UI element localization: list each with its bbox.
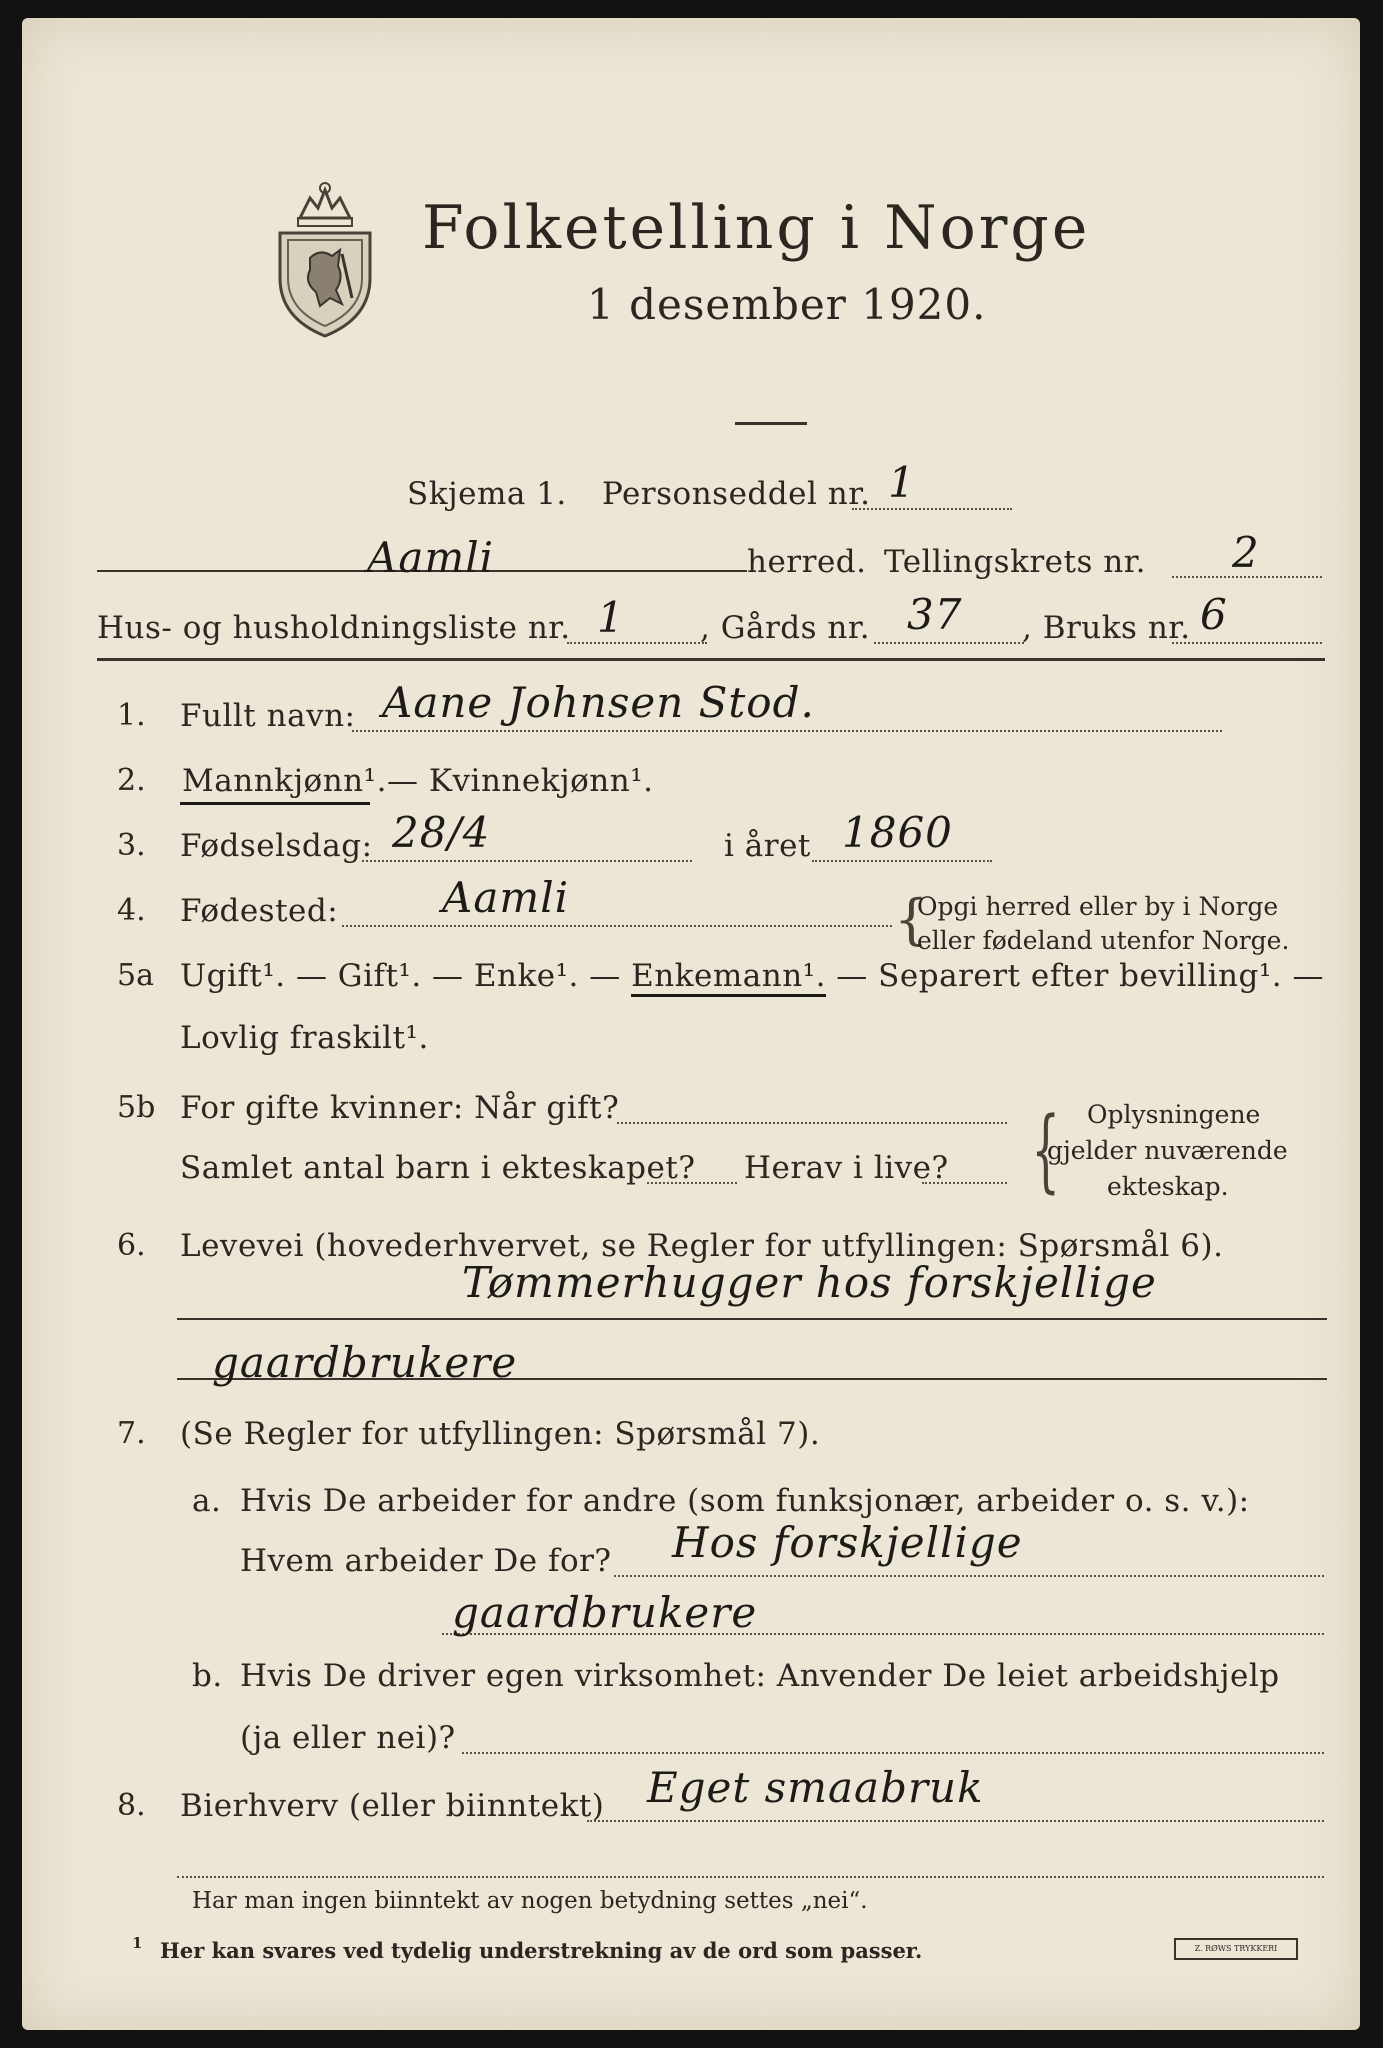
q5b-children-label: Samlet antal barn i ekteskapet? <box>180 1150 696 1186</box>
mannkjonn-underline <box>180 802 370 805</box>
fraskilt-option[interactable]: Lovlig fraskilt¹. <box>180 1020 429 1056</box>
q5b-married-line <box>617 1122 1007 1124</box>
bruks-label: , Bruks nr. <box>1022 610 1191 646</box>
marital-options-part2[interactable]: — Separert efter bevilling¹. — <box>825 958 1324 994</box>
footnote-text: Her kan svares ved tydelig understrekning av de ord som passer. <box>160 1938 923 1963</box>
q5b-alive-label: Herav i live? <box>744 1150 949 1186</box>
enkemann-option[interactable]: Enkemann¹. <box>631 958 826 997</box>
q8-line1 <box>587 1820 1324 1822</box>
printer-stamp: Z. RØWS TRYKKERI <box>1174 1938 1298 1960</box>
q4-number: 4. <box>117 893 146 928</box>
q5a-number: 5a <box>117 958 154 993</box>
q3-date-line <box>362 860 692 862</box>
employer-value-line2[interactable]: gaardbrukere <box>452 1588 758 1637</box>
side-income-value[interactable]: Eget smaabruk <box>647 1763 984 1812</box>
q7a-text: Hvis De arbeider for andre (som funksjonær, arbeider o. s. v.): <box>240 1483 1250 1519</box>
herred-label: herred. <box>747 544 867 580</box>
q4-label: Fødested: <box>180 893 339 929</box>
bruks-line <box>1172 642 1322 644</box>
q2-number: 2. <box>117 763 146 798</box>
q1-label: Fullt navn: <box>180 698 356 734</box>
q3-number: 3. <box>117 828 146 863</box>
coat-of-arms-icon <box>260 178 390 338</box>
full-name-value[interactable]: Aane Johnsen Stod. <box>382 678 815 727</box>
q7b-letter: b. <box>192 1658 223 1694</box>
q7-label: (Se Regler for utfyllingen: Spørsmål 7). <box>180 1416 821 1452</box>
birthplace-value[interactable]: Aamli <box>442 873 570 922</box>
occupation-value-line2[interactable]: gaardbrukere <box>212 1338 518 1387</box>
husholdningsliste-label: Hus- og husholdningsliste nr. <box>97 610 571 646</box>
form-date: 1 desember 1920. <box>587 280 987 329</box>
employer-value-line1[interactable]: Hos forskjellige <box>672 1518 1023 1567</box>
q4-line <box>342 925 892 927</box>
gards-label: , Gårds nr. <box>700 610 871 646</box>
husholdningsliste-line <box>567 642 707 644</box>
tellingskrets-value[interactable]: 2 <box>1232 528 1260 577</box>
occupation-value-line1[interactable]: Tømmerhugger hos forskjellige <box>462 1258 1157 1307</box>
no-income-note: Har man ingen biinntekt av nogen betydning settes „nei“. <box>192 1888 868 1914</box>
q6-line1 <box>177 1318 1327 1320</box>
q7a-letter: a. <box>192 1483 222 1519</box>
q5a-options <box>180 958 1324 994</box>
q8-line2 <box>177 1876 1324 1878</box>
q5b-note-line2: gjelder nuværende <box>1047 1136 1288 1165</box>
q5b-note-line1: Oplysningene <box>1087 1100 1261 1129</box>
herred-value[interactable]: Aamli <box>367 533 495 582</box>
q7a-question: Hvem arbeider De for? <box>240 1543 612 1579</box>
q1-line <box>352 730 1222 732</box>
personseddel-label: Personseddel nr. <box>602 476 871 512</box>
q8-label: Bierhverv (eller biinntekt) <box>180 1788 605 1824</box>
q5b-number: 5b <box>117 1090 156 1125</box>
personseddel-line <box>852 508 1012 510</box>
q4-brace: { <box>894 888 929 951</box>
birth-date-value[interactable]: 28/4 <box>392 808 491 857</box>
bruks-value[interactable]: 6 <box>1200 590 1228 639</box>
footnote-mark: 1 <box>132 1934 143 1952</box>
q5b-note-line3: ekteskap. <box>1107 1172 1229 1201</box>
q7b-question: (ja eller nei)? <box>240 1720 456 1756</box>
q3-year-line <box>812 860 992 862</box>
title-divider <box>735 422 807 425</box>
q7a-line1 <box>614 1575 1324 1577</box>
q5b-alive-line <box>922 1182 1007 1184</box>
gards-value[interactable]: 37 <box>907 590 963 639</box>
gards-line <box>874 642 1024 644</box>
q8-number: 8. <box>117 1788 146 1823</box>
q3-label: Fødselsdag: <box>180 828 373 864</box>
kvinnekjonn-option[interactable]: — Kvinnekjønn¹. <box>387 763 654 799</box>
header-divider <box>97 658 1325 661</box>
q5b-label: For gifte kvinner: Når gift? <box>180 1090 620 1126</box>
q6-number: 6. <box>117 1228 146 1263</box>
q4-note-line2: eller fødeland utenfor Norge. <box>917 926 1290 955</box>
q7b-text: Hvis De driver egen virksomhet: Anvender De leiet arbeidshjelp <box>240 1658 1280 1694</box>
personseddel-value[interactable]: 1 <box>888 458 916 507</box>
marital-options-part1[interactable]: Ugift¹. — Gift¹. — Enke¹. — <box>180 958 632 994</box>
q5b-brace: { <box>1031 1098 1060 1203</box>
tellingskrets-label: Tellingskrets nr. <box>884 544 1146 580</box>
q6-label: Levevei (hovederhvervet, se Regler for utfyllingen: Spørsmål 6). <box>180 1228 1224 1264</box>
form-title: Folketelling i Norge <box>422 193 1091 263</box>
schema-label: Skjema 1. <box>407 476 567 512</box>
husholdningsliste-value[interactable]: 1 <box>597 593 625 642</box>
q1-number: 1. <box>117 698 146 733</box>
q5b-children-line <box>647 1182 737 1184</box>
birth-year-value[interactable]: 1860 <box>842 808 953 857</box>
q4-note-line1: Opgi herred eller by i Norge <box>917 892 1279 921</box>
mannkjonn-option[interactable]: Mannkjønn¹. <box>182 763 387 799</box>
year-label: i året <box>724 828 811 864</box>
q7-number: 7. <box>117 1416 146 1451</box>
q7b-line <box>462 1752 1324 1754</box>
census-form-page <box>22 18 1360 2030</box>
